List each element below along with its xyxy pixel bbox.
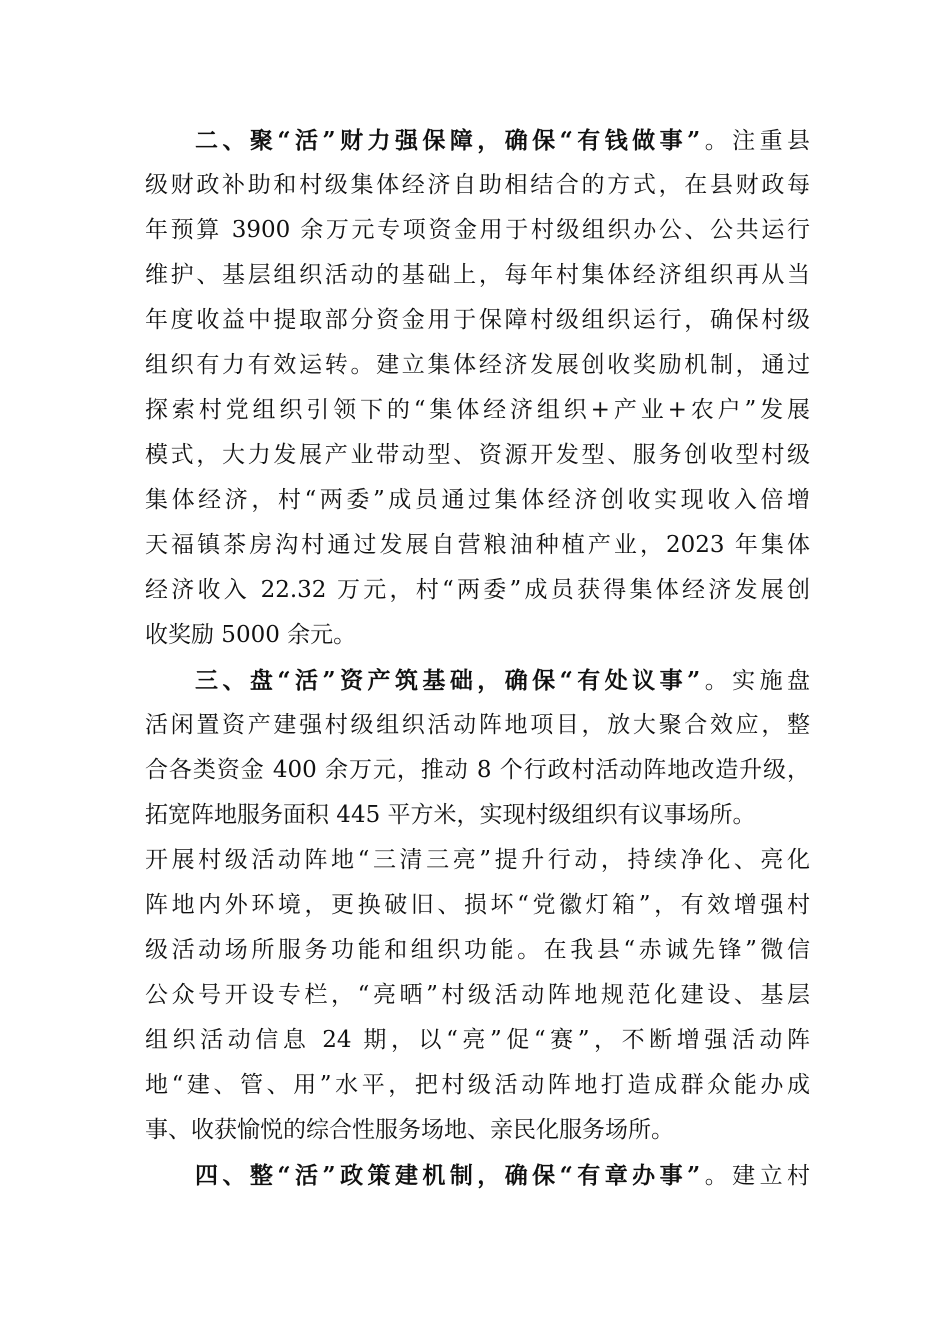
paragraph-line — [145, 1153, 810, 1198]
paragraph-line: 天福镇茶房沟村通过发展自营粮油种植产业，2023 年集体 — [145, 532, 810, 558]
document-body — [145, 118, 810, 1198]
section-heading: 四、整“活”政策建机制，确保“有章办事” — [195, 1162, 701, 1189]
paragraph-line: 级财政补助和村级集体经济自助相结合的方式，在县财政每 — [145, 172, 810, 198]
paragraph-line: 组织有力有效运转。建立集体经济发展创收奖励机制，通过 — [145, 352, 810, 378]
paragraph-line: 事、收获愉悦的综合性服务场地、亲民化服务场所。 — [145, 1117, 674, 1143]
paragraph-line: 公众号开设专栏，“亮晒”村级活动阵地规范化建设、基层 — [145, 982, 810, 1008]
paragraph-line: 开展村级活动阵地“三清三亮”提升行动，持续净化、亮化 — [145, 847, 810, 873]
paragraph-line: 集体经济，村“两委”成员通过集体经济创收实现收入倍增 — [145, 487, 810, 513]
paragraph-4 — [145, 1153, 810, 1198]
paragraph-line: 年度收益中提取部分资金用于保障村级组织运行，确保村级 — [145, 307, 810, 333]
paragraph-text: 。实施盘 — [700, 668, 811, 694]
paragraph-line: 拓宽阵地服务面积 445 平方米，实现村级组织有议事场所。 — [145, 802, 756, 828]
paragraph-3 — [145, 658, 810, 1153]
paragraph-line: 维护、基层组织活动的基础上，每年村集体经济组织再从当 — [145, 262, 810, 288]
paragraph-line: 活闲置资产建强村级组织活动阵地项目，放大聚合效应，整 — [145, 712, 810, 738]
paragraph-line: 收奖励 5000 余元。 — [145, 622, 357, 648]
paragraph-line — [145, 658, 810, 703]
paragraph-text: 。注重县 — [700, 128, 811, 154]
paragraph-line: 经济收入 22.32 万元，村“两委”成员获得集体经济发展创 — [145, 577, 810, 603]
paragraph-line — [145, 118, 810, 163]
section-heading: 二、聚“活”财力强保障，确保“有钱做事” — [195, 127, 701, 154]
paragraph-line: 探索村党组织引领下的“集体经济组织+产业+农户”发展 — [145, 397, 810, 423]
paragraph-line: 年预算 3900 余万元专项资金用于村级组织办公、公共运行 — [145, 217, 810, 243]
paragraph-2 — [145, 118, 810, 658]
paragraph-line: 地“建、管、用”水平，把村级活动阵地打造成群众能办成 — [145, 1072, 810, 1098]
paragraph-line: 组织活动信息 24 期，以“亮”促“赛”，不断增强活动阵 — [145, 1027, 810, 1053]
paragraph-line: 合各类资金 400 余万元，推动 8 个行政村活动阵地改造升级， — [145, 757, 810, 783]
paragraph-line: 级活动场所服务功能和组织功能。在我县“赤诚先锋”微信 — [145, 937, 810, 963]
section-heading: 三、盘“活”资产筑基础，确保“有处议事” — [195, 667, 701, 694]
paragraph-text: 。建立村 — [700, 1163, 811, 1189]
paragraph-line: 模式，大力发展产业带动型、资源开发型、服务创收型村级 — [145, 442, 810, 468]
paragraph-line: 阵地内外环境，更换破旧、损坏“党徽灯箱”，有效增强村 — [145, 892, 810, 918]
